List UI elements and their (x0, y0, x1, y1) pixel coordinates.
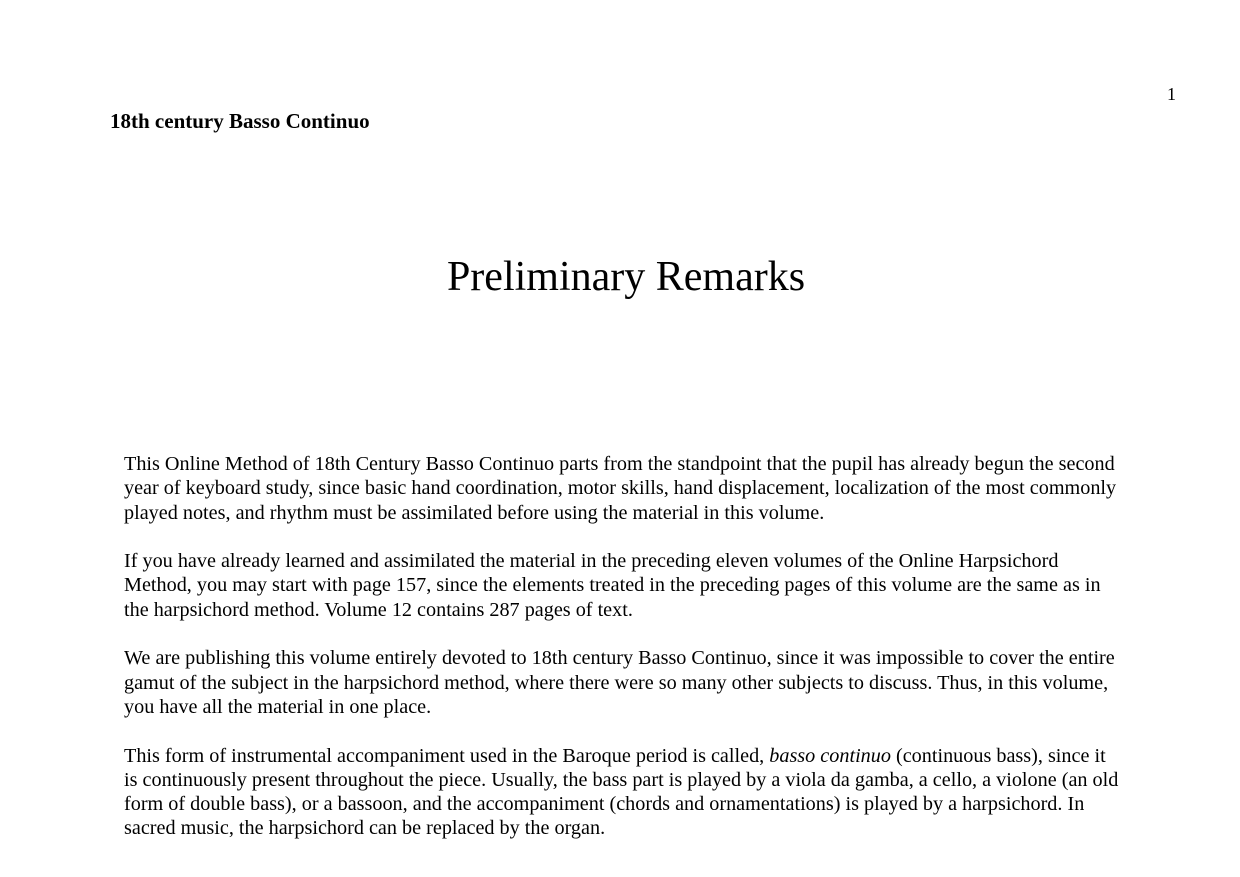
page-title: Preliminary Remarks (446, 254, 806, 300)
paragraph-definition (124, 744, 1124, 841)
definition-text-before: This form of instrumental accompaniment used in the Baroque period is called, (124, 744, 770, 767)
paragraph-intro: This Online Method of 18th Century Basso Continuo parts from the standpoint that the pupil has already begun the second year of keyboard study, since basic hand coordination, motor skills, hand displacement, localization of the most commonly played notes, and rhythm must be assimilated before using the material in this volume. (124, 453, 1117, 524)
term-basso-continuo: basso continuo (769, 744, 891, 767)
paragraph-prerequisites: If you have already learned and assimilated the material in the preceding eleven volumes of the Online Harpsichord Method, you may start with page 157, since the elements treated in the preceding pages of this volume are the same as in the harpsichord method. Volume 12 contains 287 pages of text. (124, 550, 1101, 621)
running-header: 18th century Basso Continuo (110, 109, 370, 133)
body-text (124, 452, 1124, 865)
definition-text-after: (continuous bass), since it is continuously present throughout the piece. Usually, the bass part is played by a viola da gamba, a cello, a violone (an old form of double bass), or a bassoon, and the accompaniment (chords and ornamentations) is played by a harpsichord. In sacred music, the harpsichord can be replaced by the organ. (124, 744, 1119, 840)
paragraph-purpose: We are publishing this volume entirely devoted to 18th century Basso Continuo, since it was impossible to cover the entire gamut of the subject in the harpsichord method, where there were so many other subjects to discuss. Thus, in this volume, you have all the material in one place. (124, 647, 1115, 718)
page-number: 1 (1167, 84, 1176, 104)
